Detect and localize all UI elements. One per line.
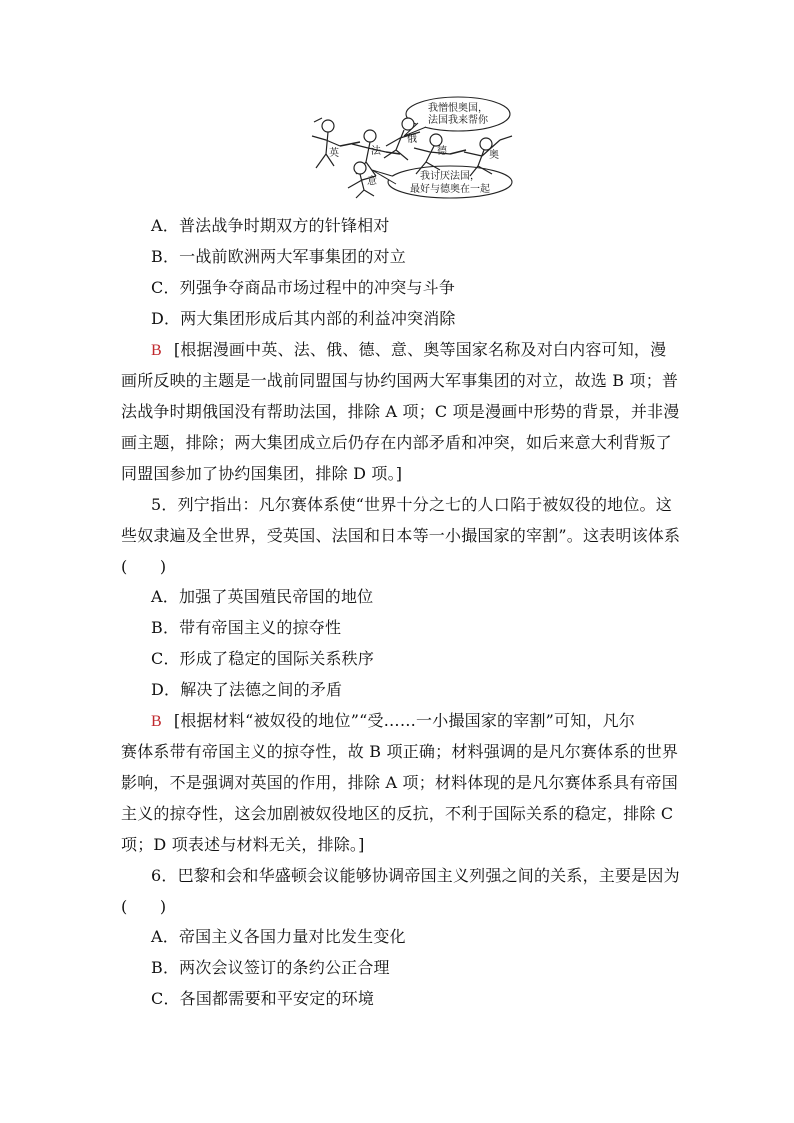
- figure-label-austria: 奥: [489, 150, 499, 161]
- figure-label-russia: 俄: [407, 134, 417, 145]
- q5-answer: B: [151, 713, 162, 730]
- bubble-bottom-line2: 最好与德奥在一起: [410, 184, 490, 195]
- q4-answer: B: [151, 342, 162, 359]
- q5-explanation-line2: 赛体系带有帝国主义的掠夺性，故 B 项正确；材料强调的是凡尔赛体系的世界: [121, 742, 679, 761]
- figure-label-germany: 德: [437, 146, 447, 157]
- bubble-bottom-line1: 我讨厌法国，: [420, 171, 480, 182]
- q4-explanation-line2: 画所反映的主题是一战前同盟国与协约国两大军事集团的对立，故选 B 项；普: [121, 371, 679, 390]
- q4-explanation-line4: 画主题，排除；两大集团成立后仍存在内部矛盾和冲突，如后来意大利背叛了: [121, 433, 672, 452]
- q5-explanation-line4: 主义的掠夺性，这会加剧被奴役地区的反抗，不利于国际关系的稳定，排除 C: [121, 804, 674, 823]
- q5-answer-blank: ( ): [121, 557, 167, 576]
- q4-explanation-line1: B [根据漫画中英、法、俄、德、意、奥等国家名称及对白内容可知，漫: [151, 340, 667, 359]
- q5-stem-line1: 5．列宁指出：凡尔赛体系使“世界十分之七的人口陷于被奴役的地位。这: [151, 495, 672, 514]
- bubble-top-line1: 我憎恨奥国，: [428, 103, 488, 114]
- figure-label-france: 法: [371, 146, 381, 157]
- q6-option-c: C．各国都需要和平安定的环境: [151, 989, 375, 1008]
- q5-explanation-line1: B [根据材料“被奴役的地位”“受……一小撮国家的宰割”可知，凡尔: [151, 711, 636, 730]
- q4-option-b: B．一战前欧洲两大军事集团的对立: [151, 247, 406, 266]
- q5-option-d: D．解决了法德之间的矛盾: [151, 680, 343, 699]
- q5-explanation-line5: 项；D 项表述与材料无关，排除。]: [121, 835, 365, 854]
- figure-label-england: 英: [329, 148, 339, 159]
- q6-option-b: B．两次会议签订的条约公正合理: [151, 958, 390, 977]
- q5-stem-line2: 些奴隶遍及全世界，受英国、法国和日本等一小撮国家的宰割”。这表明该体系: [121, 526, 681, 545]
- q4-explanation-line3: 法战争时期俄国没有帮助法国，排除 A 项；C 项是漫画中形势的背景，并非漫: [121, 402, 680, 421]
- q4-explanation-line5: 同盟国参加了协约国集团，排除 D 项。]: [121, 464, 403, 483]
- q5-explanation-line3: 影响，不是强调对英国的作用，排除 A 项；材料体现的是凡尔赛体系具有帝国: [121, 773, 678, 792]
- q4-option-a: A．普法战争时期双方的针锋相对: [151, 216, 390, 235]
- q5-option-b: B．带有帝国主义的掠夺性: [151, 618, 342, 637]
- q6-stem-line1: 6．巴黎和会和华盛顿会议能够协调帝国主义列强之间的关系，主要是因为: [151, 866, 680, 885]
- q5-option-a: A．加强了英国殖民帝国的地位: [151, 587, 374, 606]
- q4-option-c: C．列强争夺商品市场过程中的冲突与斗争: [151, 278, 456, 297]
- q6-option-a: A．帝国主义各国力量对比发生变化: [151, 927, 406, 946]
- bubble-top-line2: 法国我来帮你: [428, 115, 488, 126]
- q4-option-d: D．两大集团形成后其内部的利益冲突消除: [151, 309, 456, 328]
- political-cartoon-image: [300, 96, 520, 200]
- q5-option-c: C．形成了稳定的国际关系秩序: [151, 649, 375, 668]
- q6-answer-blank: ( ): [121, 897, 167, 916]
- figure-label-italy: 意: [367, 176, 377, 187]
